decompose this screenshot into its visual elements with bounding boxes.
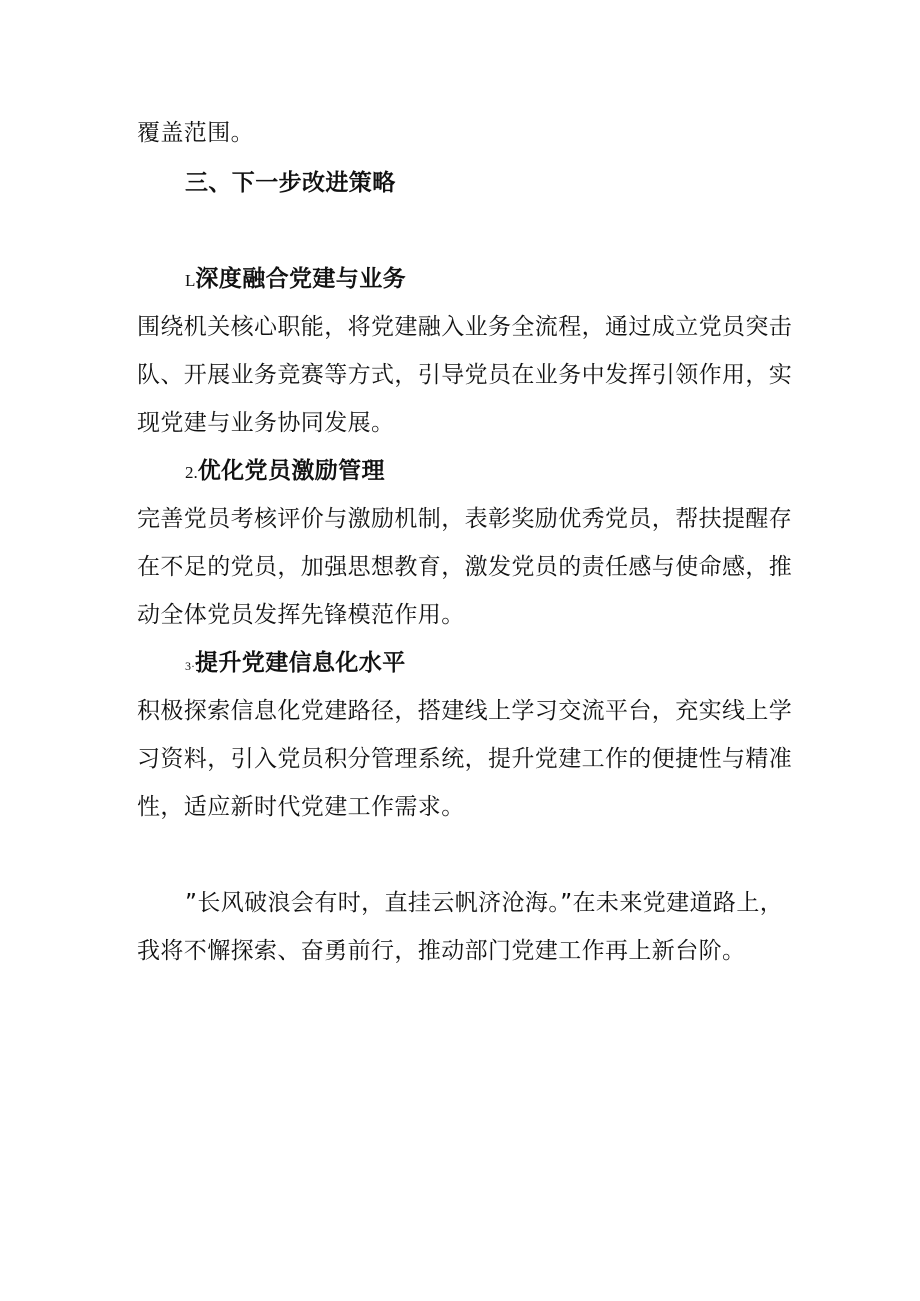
subheading-2-number: 2. <box>185 463 198 482</box>
body-line: 现党建与业务协同发展。 <box>137 410 395 436</box>
body-line: 积极探索信息化党建路径，搭建线上学习交流平台，充实线上学 <box>137 698 793 724</box>
subheading-2 <box>185 456 385 488</box>
section-heading: 三、下一步改进策略 <box>185 170 396 196</box>
subheading-1-number: L <box>185 271 196 290</box>
body-line: 队、开展业务竞赛等方式，引导党员在业务中发挥引领作用，实 <box>137 362 793 388</box>
body-line: 完善党员考核评价与激励机制，表彰奖励优秀党员，帮扶提醒存 <box>137 506 793 532</box>
subheading-3 <box>185 648 406 681</box>
subheading-3-text: 提升党建信息化水平 <box>195 650 406 676</box>
body-line: 习资料，引入党员积分管理系统，提升党建工作的便捷性与精准 <box>137 746 793 772</box>
closing-quote-line: ”长风破浪会有时，直挂云帆济沧海。”在未来党建道路上， <box>185 890 784 916</box>
closing-line: 我将不懈探索、奋勇前行，推动部门党建工作再上新台阶。 <box>137 938 746 964</box>
body-line: 动全体党员发挥先锋模范作用。 <box>137 602 465 628</box>
subheading-2-text: 优化党员激励管理 <box>197 458 385 484</box>
body-line: 围绕机关核心职能，将党建融入业务全流程，通过成立党员突击 <box>137 314 793 340</box>
body-line: 在不足的党员，加强思想教育，激发党员的责任感与使命感，推 <box>137 554 793 580</box>
subheading-1 <box>185 264 406 296</box>
subheading-3-number: 3· <box>185 659 195 673</box>
subheading-1-text: 深度融合党建与业务 <box>195 266 406 292</box>
paragraph-tail: 覆盖范围。 <box>137 120 254 146</box>
body-line: 性，适应新时代党建工作需求。 <box>137 794 465 820</box>
